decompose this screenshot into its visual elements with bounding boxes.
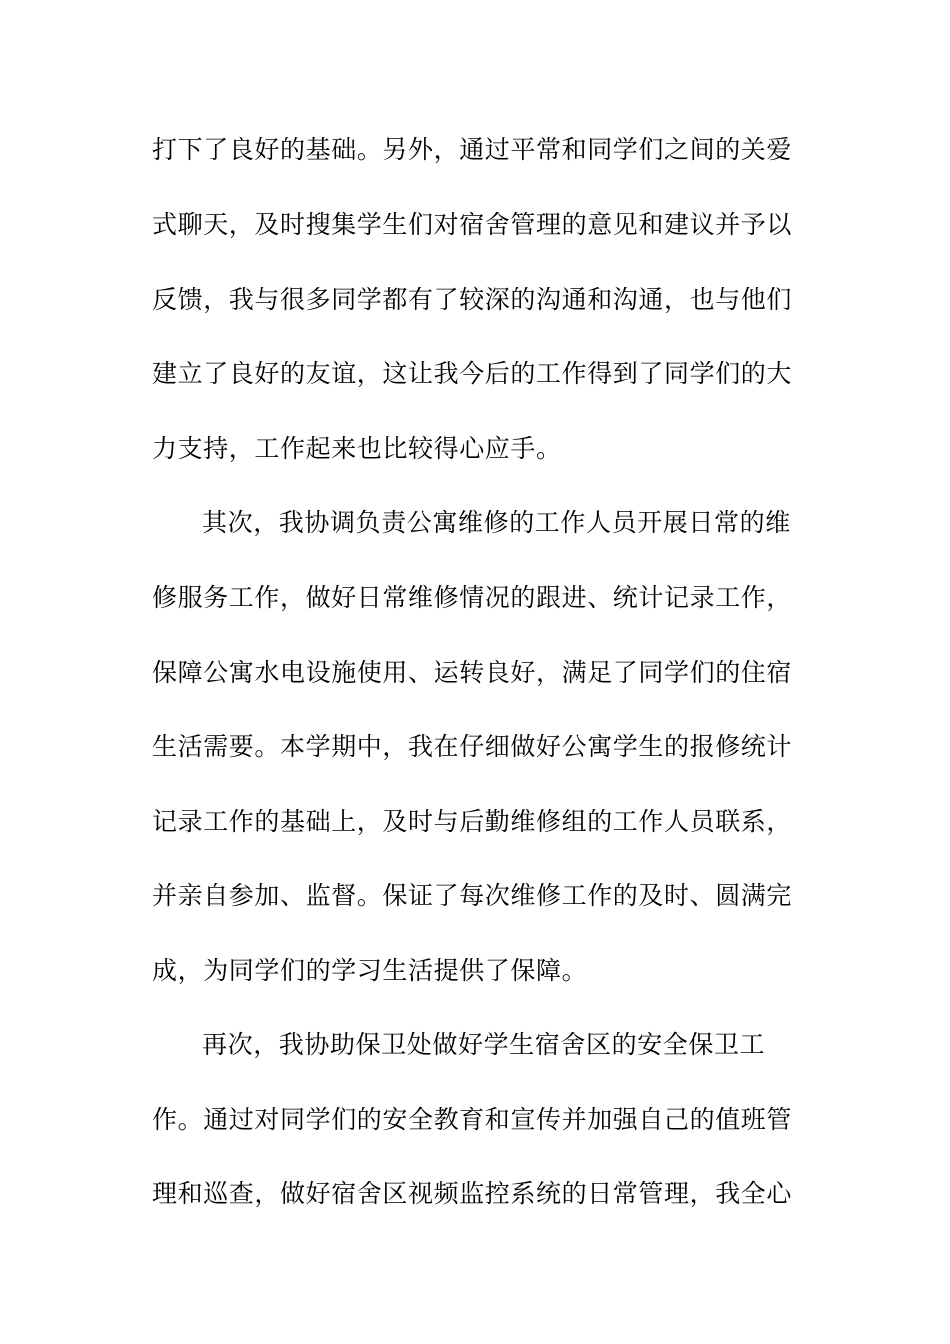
text-line: 理和巡查，做好宿舍区视频监控系统的日常管理，我全心 bbox=[152, 1179, 793, 1208]
text-line: 再次，我协助保卫处做好学生宿舍区的安全保卫工 bbox=[202, 1030, 766, 1059]
text-line: 并亲自参加、监督。保证了每次维修工作的及时、圆满完 bbox=[152, 881, 793, 910]
text-line: 力支持，工作起来也比较得心应手。 bbox=[152, 434, 562, 463]
text-line: 生活需要。本学期中，我在仔细做好公寓学生的报修统计 bbox=[152, 732, 793, 761]
text-line: 建立了良好的友谊，这让我今后的工作得到了同学们的大 bbox=[152, 359, 793, 388]
text-line: 打下了良好的基础。另外，通过平常和同学们之间的关爱 bbox=[152, 135, 793, 164]
text-line: 式聊天，及时搜集学生们对宿舍管理的意见和建议并予以 bbox=[152, 210, 793, 239]
text-line: 保障公寓水电设施使用、运转良好，满足了同学们的住宿 bbox=[152, 658, 793, 687]
text-line: 作。通过对同学们的安全教育和宣传并加强自己的值班管 bbox=[152, 1105, 793, 1134]
text-line: 记录工作的基础上，及时与后勤维修组的工作人员联系， bbox=[152, 807, 793, 836]
text-line: 其次，我协调负责公寓维修的工作人员开展日常的维 bbox=[202, 508, 791, 537]
text-line: 成，为同学们的学习生活提供了保障。 bbox=[152, 956, 588, 985]
text-line: 修服务工作，做好日常维修情况的跟进、统计记录工作， bbox=[152, 583, 793, 612]
text-line: 反馈，我与很多同学都有了较深的沟通和沟通，也与他们 bbox=[152, 285, 793, 314]
